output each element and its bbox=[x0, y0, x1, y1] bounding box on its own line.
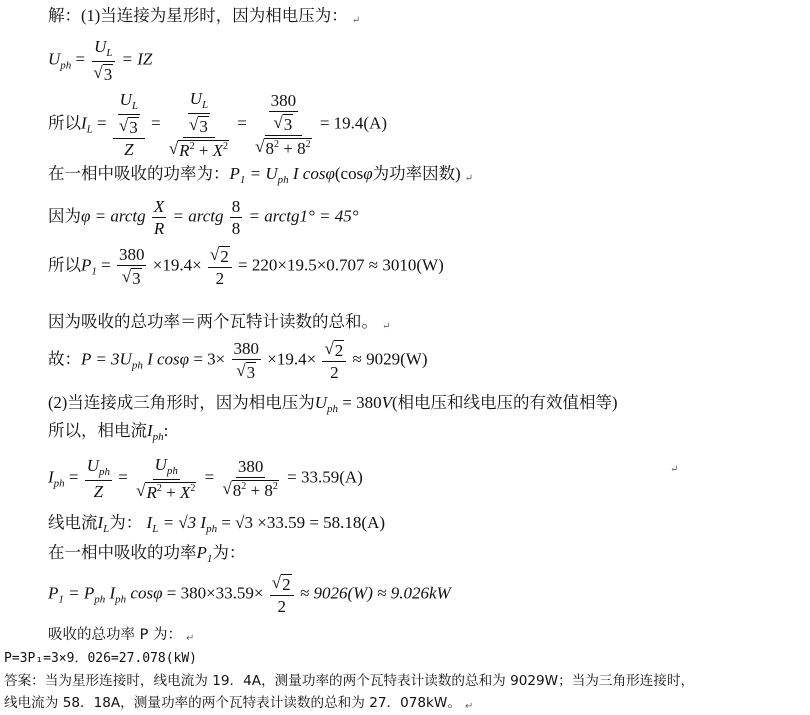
total-text: 因为吸收的总功率＝两个瓦特计读数的总和。 bbox=[48, 312, 378, 331]
phase-current-intro: 所以，相电流$I_{ph}$: bbox=[48, 421, 169, 443]
delta-note: (相电压和线电压的有效值相等) bbox=[392, 393, 618, 412]
var-I: I bbox=[97, 513, 104, 532]
exp-2: 2 bbox=[189, 141, 195, 152]
so-comma-text: 所以，相电流 bbox=[48, 421, 147, 440]
eq-P: = P bbox=[68, 583, 95, 603]
var-R: R bbox=[153, 219, 165, 238]
sub-ph: ph bbox=[166, 465, 178, 477]
so-text: 所以 bbox=[48, 113, 81, 133]
sub-1: 1 bbox=[91, 265, 97, 278]
sub-ph: ph bbox=[277, 174, 289, 186]
eq-arctg: = arctg bbox=[94, 206, 146, 226]
power-factor-text: 为功率因数) bbox=[372, 164, 461, 183]
sub-L: L bbox=[106, 47, 113, 59]
num-8: 8 bbox=[232, 481, 242, 500]
phi: φ bbox=[363, 164, 373, 183]
var-U: U bbox=[119, 90, 132, 109]
answer-line-2 bbox=[4, 697, 473, 712]
so-text: 所以 bbox=[48, 255, 81, 275]
var-X: X bbox=[153, 197, 165, 216]
result-33-59: = 33.59(A) bbox=[287, 467, 363, 487]
num-3: 3 bbox=[283, 115, 293, 134]
var-P: P bbox=[229, 164, 240, 183]
num-380: 380 bbox=[233, 339, 259, 358]
sub-ph: ph bbox=[206, 523, 218, 535]
num-380: 380 bbox=[237, 457, 264, 476]
absorb-text: 在一相中吸收的功率为： bbox=[48, 164, 230, 183]
var-U: U bbox=[48, 49, 61, 69]
absorb2-text: 在一相中吸收的功率 bbox=[48, 543, 197, 562]
phi: φ bbox=[325, 164, 335, 183]
var-P: P bbox=[196, 543, 207, 562]
sub-ph: ph bbox=[327, 403, 339, 415]
intro-line bbox=[48, 8, 360, 26]
var-U: U bbox=[189, 89, 203, 108]
num-8: 8 bbox=[265, 139, 274, 158]
var-X: X bbox=[179, 483, 191, 502]
var-U: U bbox=[314, 393, 328, 412]
var-P: P bbox=[48, 583, 59, 603]
answer-line-1 bbox=[4, 675, 694, 689]
var-U: U bbox=[94, 37, 107, 56]
delta-text: (2)当连接成三角形时，因为相电压为 bbox=[48, 393, 315, 412]
num-3: 3 bbox=[246, 363, 256, 382]
var-Z: Z bbox=[93, 482, 104, 501]
return-mark-icon: ↵ bbox=[464, 701, 474, 712]
sub-ph: ph bbox=[115, 593, 127, 606]
exp-2: 2 bbox=[190, 483, 196, 494]
cos-open: (cos bbox=[334, 164, 364, 183]
num-380: 380 bbox=[270, 91, 297, 110]
times-19-4: ×19.4× bbox=[152, 255, 202, 275]
eq-U: = U bbox=[249, 164, 278, 183]
num-3: 3 bbox=[129, 118, 138, 137]
var-I: I bbox=[48, 467, 54, 487]
sub-ph: ph bbox=[60, 59, 72, 72]
cos: cos bbox=[126, 583, 154, 603]
phase-power-intro-2 bbox=[48, 544, 245, 565]
eq-arctg: = arctg bbox=[172, 206, 224, 226]
I-cos: I cos bbox=[288, 164, 326, 183]
sub-1: 1 bbox=[206, 553, 213, 565]
sub-L: L bbox=[103, 523, 110, 535]
fraction: $U_L$ √ 3 bbox=[118, 90, 139, 137]
sub-1: 1 bbox=[58, 593, 64, 606]
num-2: 2 bbox=[277, 597, 286, 616]
exp-2: 2 bbox=[305, 139, 311, 150]
num-2: 2 bbox=[220, 247, 229, 266]
num-2: 2 bbox=[330, 363, 339, 382]
num-3: 3 bbox=[199, 117, 208, 136]
var-X: X bbox=[212, 141, 224, 160]
I-cos: I cos bbox=[142, 349, 180, 369]
because-text: 因为 bbox=[48, 206, 81, 226]
var-I: I bbox=[81, 113, 87, 133]
return-mark-float bbox=[666, 458, 678, 475]
num-3: 3 bbox=[132, 269, 141, 288]
phi: φ bbox=[81, 206, 91, 226]
wei-text: 为： bbox=[212, 543, 246, 562]
sqrt: √ $R^2 + X^2$ bbox=[168, 139, 229, 160]
therefore-text: 故： bbox=[48, 349, 81, 369]
delta-380: = 380 bbox=[342, 393, 382, 412]
sub-L: L bbox=[202, 99, 209, 111]
phi-equation bbox=[48, 198, 359, 237]
eq-3U: P = 3U bbox=[81, 349, 132, 369]
wei-text: 为： bbox=[109, 513, 143, 532]
num-2: 2 bbox=[334, 341, 344, 360]
var-I: I bbox=[147, 421, 153, 440]
eq-IZ: = IZ bbox=[121, 49, 153, 69]
var-Z: Z bbox=[124, 140, 134, 159]
phi: φ bbox=[179, 349, 190, 369]
var-R: R bbox=[179, 141, 190, 160]
fraction bbox=[91, 38, 115, 83]
eq-3-times: = 3× bbox=[193, 349, 226, 369]
p1-result: = 220×19.5×0.707 ≈ 3010(W) bbox=[238, 255, 444, 275]
sqrt: √ 3 bbox=[93, 63, 113, 84]
p1-delta-equation: $P_1 = P_{ph}$ $I_{ph}$ cosφ = 380×33.59× √ 2 2 ≈ 9026(W) ≈ 9.026kW bbox=[48, 573, 451, 616]
result-19-4: = 19.4(A) bbox=[319, 113, 388, 133]
return-mark-icon: ↵ bbox=[670, 464, 679, 475]
total-power-sentence bbox=[48, 314, 390, 332]
calc-text: P=3P₁=3×9．026=27.078(kW) bbox=[4, 651, 198, 666]
exp-2: 2 bbox=[273, 139, 279, 150]
line-current-delta bbox=[48, 514, 385, 535]
return-mark-icon: ↵ bbox=[185, 633, 195, 644]
num-2: 2 bbox=[282, 575, 291, 594]
return-mark-icon: ↵ bbox=[382, 321, 391, 332]
total-p-text: 吸收的总功率 P 为： bbox=[48, 627, 182, 643]
num-8: 8 bbox=[231, 197, 241, 216]
p1-nums: = 380×33.59× bbox=[166, 583, 264, 603]
var-P: P bbox=[81, 255, 92, 275]
exp-2: 2 bbox=[223, 141, 229, 152]
phase-voltage-equation: $U_{ph}$ = $U_L$ √ 3 = IZ bbox=[48, 37, 153, 84]
total-power-equation: 故：$P = 3U_{ph}$ I cosφ = 3× 380 √ 3 ×19.4× √ 2 2 ≈ 9029(W) bbox=[48, 339, 428, 382]
exp-2: 2 bbox=[241, 481, 247, 492]
phase-power-definition bbox=[48, 165, 473, 186]
fraction bbox=[113, 91, 145, 158]
return-mark-icon: ↵ bbox=[351, 15, 361, 26]
fraction: $U_L$ √ 3 √ $R^2 + X^2$ bbox=[168, 89, 229, 160]
unit-V: V bbox=[381, 393, 393, 412]
answer2-text: 线电流为 58．18A，测量功率的两个瓦特表计读数的总和为 27．078kW。 bbox=[4, 695, 461, 711]
sub-L: L bbox=[131, 100, 139, 112]
times-19-4: ×19.4× bbox=[267, 349, 317, 369]
sub-ph: ph bbox=[53, 477, 65, 490]
exp-2: 2 bbox=[272, 481, 278, 492]
delta-intro bbox=[48, 394, 618, 415]
return-mark-icon: ↵ bbox=[464, 173, 473, 184]
line-current-equation: 所以$I_L$ = $U_L$ √ 3 Z = $U_L$ √ 3 √ $R^2 + X^2$ = 380 √ 3 √ $8^2 + 8^2$ = 19.4(A) bbox=[48, 89, 388, 160]
phi-result: = arctg1° = 45° bbox=[248, 206, 359, 226]
num-8: 8 bbox=[264, 481, 273, 500]
num-8: 8 bbox=[231, 219, 241, 238]
exp-2: 2 bbox=[156, 483, 162, 494]
num-3: 3 bbox=[103, 65, 113, 84]
p1-equation: 所以$P_1$ = 380 √ 3 ×19.4× √ 2 2 = 220×19.5×0.707 ≈ 3010(W) bbox=[48, 245, 444, 288]
sub-ph: ph bbox=[99, 466, 111, 478]
var-I: I bbox=[105, 583, 116, 603]
total-calc bbox=[4, 652, 197, 665]
sub-L: L bbox=[86, 123, 93, 136]
eq-sqrt3-I: = √3 I bbox=[162, 513, 207, 532]
fraction: 380 √ 3 √ $8^2 + 8^2$ bbox=[255, 91, 311, 158]
var-R: R bbox=[146, 483, 157, 502]
p1-delta-result: ≈ 9026(W) ≈ 9.026kW bbox=[299, 583, 451, 603]
answer1-text: 答案：当为星形连接时，线电流为 19．4A，测量功率的两个瓦特表计读数的总和为 9029W；当为三角形连接时， bbox=[4, 673, 695, 689]
phi: φ bbox=[153, 583, 163, 603]
num-2: 2 bbox=[215, 269, 225, 288]
sub-1: 1 bbox=[239, 174, 246, 186]
total-result: ≈ 9029(W) bbox=[352, 349, 428, 369]
sub-ph: ph bbox=[152, 431, 164, 443]
num-380: 380 bbox=[118, 245, 145, 264]
var-U: U bbox=[86, 456, 100, 475]
total-power-label bbox=[48, 628, 194, 644]
result-58-18: = √3 ×33.59 = 58.18(A) bbox=[221, 513, 386, 532]
sub-ph: ph bbox=[94, 593, 106, 606]
intro-text: 解：(1)当连接为星形时，因为相电压为： bbox=[48, 6, 348, 25]
sub-L: L bbox=[152, 523, 159, 535]
line-current-text: 线电流 bbox=[48, 513, 98, 532]
sub-ph: ph bbox=[131, 359, 143, 372]
phase-current-equation: $I_{ph}$ = $\frac{U_{ph}}{Z}$ = $U_{ph}$ √ $R^2 + X^2$ = 380 √ $8^2 + 8^2$ = 33.59(A) bbox=[48, 455, 363, 502]
var-U: U bbox=[154, 455, 167, 474]
num-8: 8 bbox=[297, 139, 306, 158]
var-I: I bbox=[146, 513, 153, 532]
